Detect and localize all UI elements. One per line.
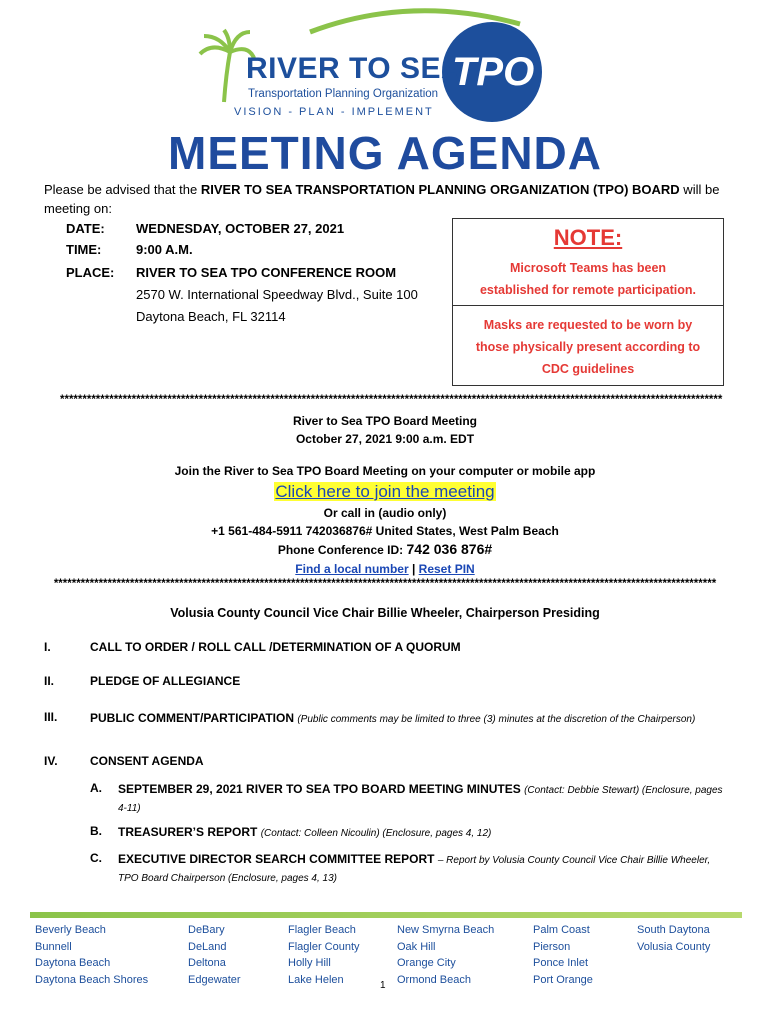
note-box bbox=[452, 218, 724, 386]
join-meeting-link-text[interactable]: Click here to join the meeting bbox=[275, 482, 495, 501]
footer-city: Beverly Beach bbox=[35, 924, 106, 936]
agenda-item-3-text: PUBLIC COMMENT/PARTICIPATION bbox=[90, 711, 294, 725]
note-title: NOTE: bbox=[553, 225, 623, 250]
footer-column-6 bbox=[637, 922, 710, 955]
consent-c-letter: C. bbox=[90, 851, 102, 865]
footer-bar bbox=[30, 912, 742, 918]
link-separator: | bbox=[408, 562, 419, 576]
place-value: RIVER TO SEA TPO CONFERENCE ROOM bbox=[136, 265, 397, 280]
consent-c bbox=[118, 851, 726, 887]
note-divider bbox=[453, 305, 723, 306]
agenda-item-1-num: I. bbox=[44, 640, 51, 654]
logo-tpo: TPO bbox=[452, 50, 535, 94]
footer-column-2 bbox=[188, 922, 241, 988]
footer-city: Ponce Inlet bbox=[533, 957, 589, 969]
footer-city: DeBary bbox=[188, 924, 225, 936]
logo-tagline: VISION - PLAN - IMPLEMENT bbox=[234, 106, 434, 118]
note-teams-1: Microsoft Teams has been bbox=[509, 261, 667, 275]
footer-city: Holly Hill bbox=[288, 957, 331, 969]
agenda-item-3-note: (Public comments may be limited to three (3) minutes at the discretion of the Chairperson) bbox=[297, 714, 696, 725]
footer-city: Lake Helen bbox=[288, 973, 344, 986]
footer-city: Palm Coast bbox=[533, 924, 590, 936]
join-meeting-link[interactable] bbox=[0, 482, 770, 502]
agenda-item-2-num: II. bbox=[44, 674, 55, 688]
agenda-item-2: PLEDGE OF ALLEGIANCE bbox=[90, 674, 241, 688]
footer-city: Daytona Beach bbox=[35, 957, 111, 969]
agenda-item-1: CALL TO ORDER / ROLL CALL /DETERMINATION OF A QUORUM bbox=[90, 640, 461, 654]
consent-b-letter: B. bbox=[90, 824, 102, 838]
footer-column-4 bbox=[397, 922, 494, 988]
note-masks-2: those physically present according to bbox=[475, 340, 701, 354]
footer-city: Daytona Beach Shores bbox=[35, 973, 149, 986]
consent-b-text: TREASURER’S REPORT bbox=[118, 825, 258, 839]
footer-city: Orange City bbox=[397, 957, 456, 969]
intro-after: will be meeting on: bbox=[44, 182, 720, 216]
phone-line: +1 561-484-5911 742036876# United States, West Palm Beach bbox=[211, 524, 559, 538]
consent-b-note: (Contact: Colleen Nicoulin) (Enclosure, pages 4, 12) bbox=[260, 828, 492, 839]
footer-city: Pierson bbox=[533, 940, 571, 953]
reset-pin-link[interactable]: Reset PIN bbox=[418, 562, 475, 576]
consent-a-text: SEPTEMBER 29, 2021 RIVER TO SEA TPO BOARD MEETING MINUTES bbox=[118, 782, 521, 796]
place-label: PLACE: bbox=[66, 265, 115, 280]
footer-city: DeLand bbox=[188, 940, 227, 953]
join-instructions: Join the River to Sea TPO Board Meeting on your computer or mobile app bbox=[174, 464, 596, 478]
consent-c-text: EXECUTIVE DIRECTOR SEARCH COMMITTEE REPORT bbox=[118, 852, 435, 866]
time-label: TIME: bbox=[66, 242, 102, 257]
presiding-text: Volusia County Council Vice Chair Billie Wheeler, Chairperson Presiding bbox=[170, 606, 600, 620]
footer-city: Edgewater bbox=[188, 973, 241, 986]
logo-org: Transportation Planning Organization bbox=[248, 88, 439, 100]
agenda-item-4: CONSENT AGENDA bbox=[90, 754, 204, 768]
footer-city: South Daytona bbox=[637, 924, 710, 936]
footer-city: New Smyrna Beach bbox=[397, 924, 495, 936]
intro-org: RIVER TO SEA TRANSPORTATION PLANNING ORGANIZATION (TPO) BOARD bbox=[200, 182, 680, 197]
agenda-item-3-num: III. bbox=[44, 710, 58, 724]
note-teams-2: established for remote participation. bbox=[479, 283, 696, 297]
meeting-name: River to Sea TPO Board Meeting bbox=[292, 414, 478, 428]
footer-column-3 bbox=[288, 922, 360, 988]
footer-column-5 bbox=[533, 922, 593, 988]
note-masks-1: Masks are requested to be worn by bbox=[483, 318, 693, 332]
footer-city: Flagler Beach bbox=[288, 924, 356, 936]
consent-a bbox=[118, 781, 726, 817]
consent-a-letter: A. bbox=[90, 781, 102, 795]
address-line-1: 2570 W. International Speedway Blvd., Suite 100 bbox=[136, 287, 418, 302]
star-separator-top: **************************************************************************************************************************************************** bbox=[60, 394, 723, 406]
date-label: DATE: bbox=[66, 221, 105, 236]
star-separator-bottom: **************************************************************************************************************************************************** bbox=[53, 578, 717, 590]
intro-text bbox=[44, 180, 734, 218]
logo bbox=[190, 2, 570, 130]
meeting-datetime: October 27, 2021 9:00 a.m. EDT bbox=[295, 432, 475, 446]
time-value: 9:00 A.M. bbox=[136, 242, 193, 257]
page-number: 1 bbox=[380, 980, 386, 991]
consent-a-note: (Contact: Debbie Stewart) (Enclosure, pages 4-11) bbox=[118, 785, 723, 814]
footer-city: Deltona bbox=[188, 957, 226, 969]
footer-city: Flagler County bbox=[288, 940, 360, 953]
consent-c-note: – Report by Volusia County Council Vice Chair Billie Wheeler, TPO Board Chairperson (Enclosure, pages 4, 13) bbox=[118, 855, 711, 884]
footer-city: Volusia County bbox=[637, 940, 711, 953]
conference-id bbox=[0, 541, 770, 557]
call-in-text: Or call in (audio only) bbox=[323, 506, 447, 520]
conference-id-label: Phone Conference ID: bbox=[277, 543, 407, 557]
consent-b bbox=[118, 824, 726, 842]
footer-city: Port Orange bbox=[533, 973, 593, 986]
agenda-item-3 bbox=[90, 710, 730, 728]
conference-id-value: 742 036 876# bbox=[406, 541, 493, 557]
date-value: WEDNESDAY, OCTOBER 27, 2021 bbox=[136, 221, 345, 236]
footer-column-1 bbox=[35, 922, 148, 988]
footer-city: Oak Hill bbox=[397, 940, 436, 953]
page-title: MEETING AGENDA bbox=[168, 127, 602, 179]
address-line-2: Daytona Beach, FL 32114 bbox=[136, 309, 286, 324]
note-masks-3: CDC guidelines bbox=[541, 362, 635, 376]
footer-city: Ormond Beach bbox=[397, 973, 471, 986]
logo-name: RIVER TO SEA bbox=[246, 52, 464, 85]
phone-links bbox=[0, 562, 770, 576]
find-local-number-link[interactable]: Find a local number bbox=[295, 562, 409, 576]
footer-city: Bunnell bbox=[35, 940, 72, 953]
agenda-item-4-num: IV. bbox=[44, 754, 58, 768]
intro-before: Please be advised that the bbox=[44, 182, 201, 197]
